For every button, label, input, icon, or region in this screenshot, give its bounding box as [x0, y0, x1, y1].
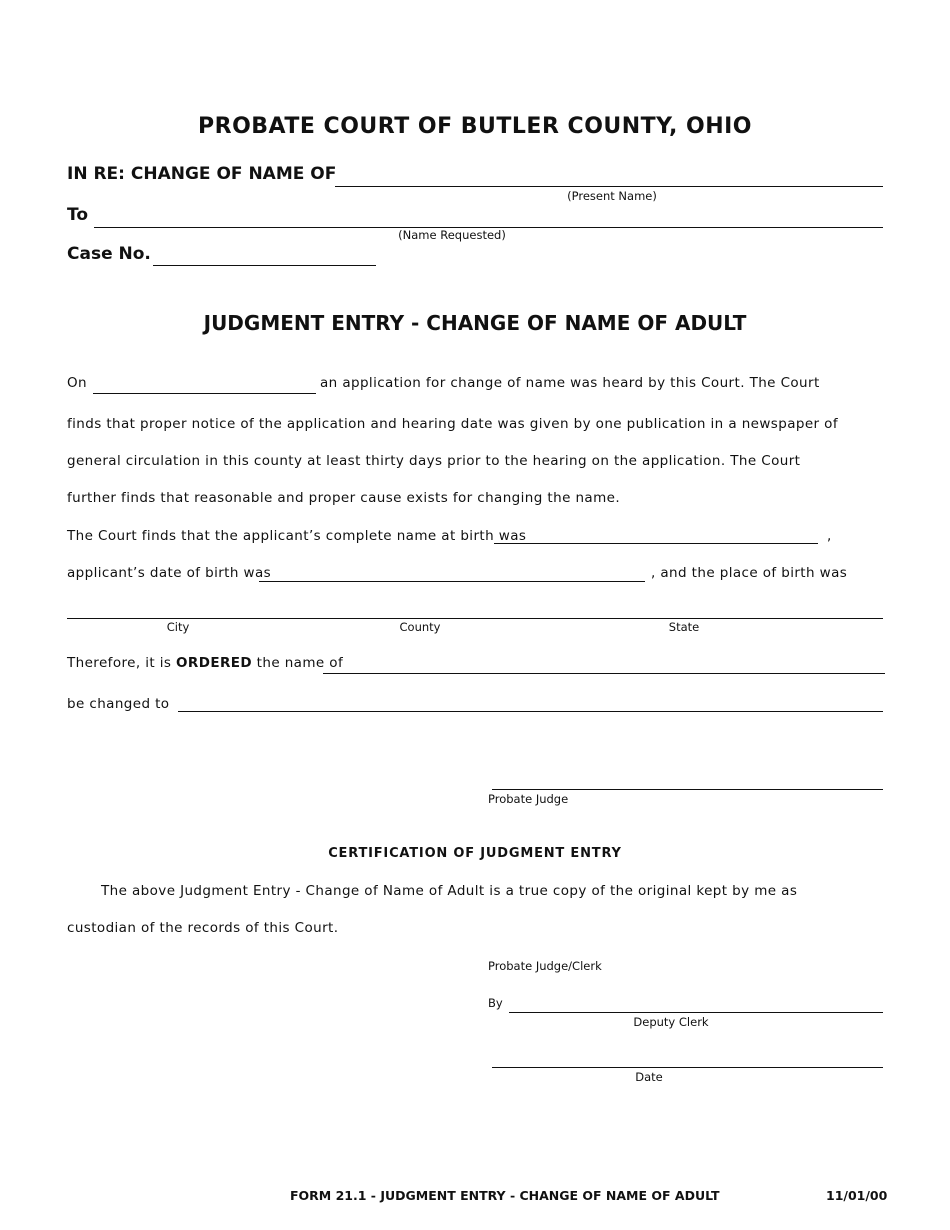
birth-name-field[interactable] — [494, 543, 818, 544]
birth-name-label: The Court finds that the applicant’s complete name at birth was — [67, 528, 527, 544]
judge-clerk-label: Probate Judge/Clerk — [488, 959, 602, 973]
on-label: On — [67, 375, 87, 391]
birth-name-comma: , — [827, 528, 832, 544]
present-name-caption: (Present Name) — [567, 189, 657, 203]
case-no-field[interactable] — [153, 265, 376, 266]
body-line-3: general circulation in this county at least thirty days prior to the hearing on the application. The Court — [67, 453, 801, 469]
county-caption: County — [399, 620, 441, 634]
city-caption: City — [166, 620, 190, 634]
ordered-word: ORDERED — [176, 655, 252, 671]
therefore-pre: Therefore, it is — [67, 655, 177, 671]
therefore-ordered-text — [67, 655, 343, 671]
changed-to-label: be changed to — [67, 696, 170, 712]
place-of-birth-label: , and the place of birth was — [651, 565, 848, 581]
probate-judge-signature-line[interactable] — [492, 789, 883, 790]
dob-field[interactable] — [259, 581, 645, 582]
state-caption: State — [668, 620, 700, 634]
name-requested-caption: (Name Requested) — [398, 228, 506, 242]
footer-form-date: 11/01/00 — [826, 1188, 888, 1203]
probate-judge-caption: Probate Judge — [488, 792, 569, 806]
date-field[interactable] — [492, 1067, 883, 1068]
current-name-field[interactable] — [323, 673, 885, 674]
certification-line-1: The above Judgment Entry - Change of Name of Adult is a true copy of the original kept by me as — [101, 883, 798, 899]
dob-label: applicant’s date of birth was — [67, 565, 272, 581]
date-caption: Date — [635, 1070, 663, 1084]
certification-title: CERTIFICATION OF JUDGMENT ENTRY — [328, 846, 622, 861]
place-of-birth-field[interactable] — [67, 618, 883, 619]
court-title: PROBATE COURT OF BUTLER COUNTY, OHIO — [198, 114, 752, 139]
new-name-field[interactable] — [178, 711, 883, 712]
therefore-post: the name of — [251, 655, 344, 671]
present-name-field[interactable] — [335, 186, 883, 187]
case-no-label: Case No. — [67, 244, 151, 264]
hearing-date-field[interactable] — [93, 393, 316, 394]
body-line-2: finds that proper notice of the application and hearing date was given by one publication in a newspaper of — [67, 416, 838, 432]
entry-title: JUDGMENT ENTRY - CHANGE OF NAME OF ADULT — [203, 311, 747, 335]
by-label: By — [488, 996, 503, 1010]
body-line-4: further finds that reasonable and proper cause exists for changing the name. — [67, 490, 621, 506]
deputy-clerk-signature-line[interactable] — [509, 1012, 883, 1013]
to-label: To — [67, 205, 89, 225]
in-re-label: IN RE: CHANGE OF NAME OF — [67, 164, 337, 184]
certification-line-2: custodian of the records of this Court. — [67, 920, 339, 936]
body-line-1: an application for change of name was heard by this Court. The Court — [320, 375, 820, 391]
footer-form-title: FORM 21.1 - JUDGMENT ENTRY - CHANGE OF NAME OF ADULT — [290, 1188, 720, 1203]
deputy-clerk-caption: Deputy Clerk — [633, 1015, 709, 1029]
